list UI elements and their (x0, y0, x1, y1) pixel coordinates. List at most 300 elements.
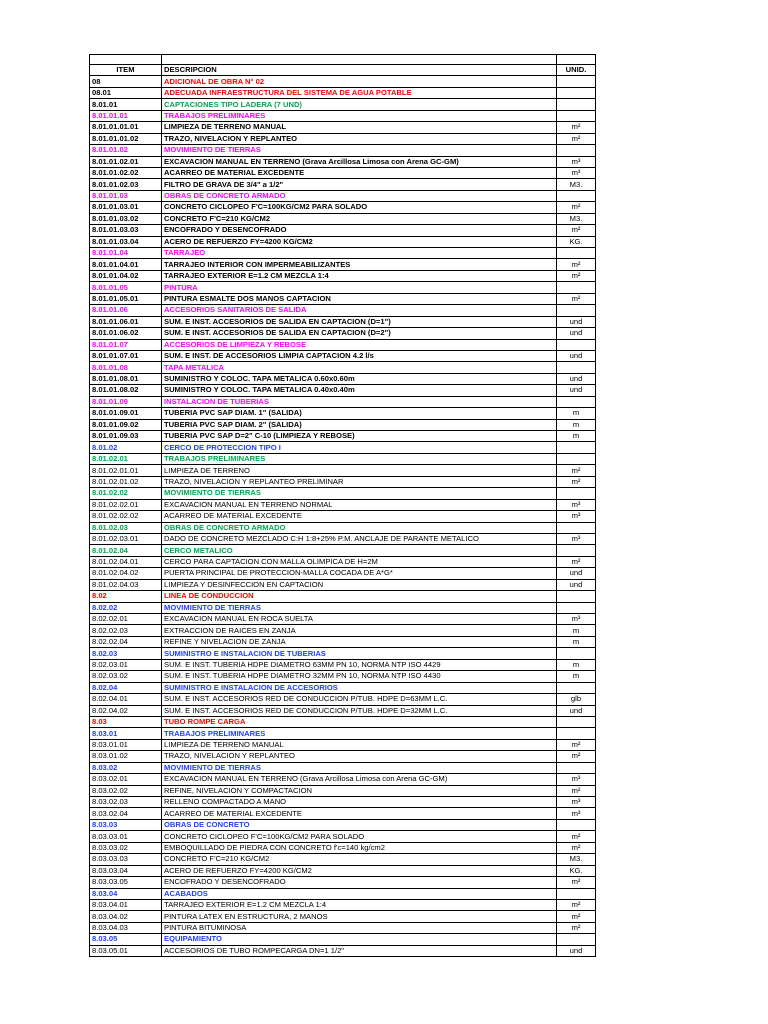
item-code-cell: 8.02.03.02 (90, 671, 162, 682)
item-code-cell: 08 (90, 76, 162, 87)
item-unit-cell (557, 339, 596, 350)
table-row (90, 888, 596, 899)
item-description-cell: SUMINISTRO E INSTALACION DE TUBERIAS (162, 648, 557, 659)
item-unit-cell: M3. (557, 213, 596, 224)
item-description-cell: LIMPIEZA DE TERRENO (162, 465, 557, 476)
item-code-cell: 8.01.02.04.03 (90, 579, 162, 590)
table-row (90, 328, 596, 339)
item-unit-cell: KG. (557, 865, 596, 876)
table-row (90, 694, 596, 705)
item-unit-cell: m² (557, 911, 596, 922)
item-unit-cell: m³ (557, 167, 596, 178)
table-row (90, 842, 596, 853)
table-row (90, 808, 596, 819)
item-description-cell: SUM. E INST. ACCESORIOS RED DE CONDUCCION P/TUB. HDPE D=63MM L.C. (162, 694, 557, 705)
item-code-cell: 8.01.02.01.02 (90, 476, 162, 487)
table-row (90, 911, 596, 922)
item-unit-cell: m² (557, 202, 596, 213)
item-unit-cell (557, 87, 596, 98)
item-description-cell: TUBERIA PVC SAP DIAM. 2" (SALIDA) (162, 419, 557, 430)
item-code-cell: 8.01.01.09.02 (90, 419, 162, 430)
item-unit-cell: M3. (557, 179, 596, 190)
item-code-cell: 8.01.01.01 (90, 110, 162, 121)
table-row (90, 76, 596, 87)
item-unit-cell: M3. (557, 854, 596, 865)
item-description-cell: MOVIMIENTO DE TIERRAS (162, 488, 557, 499)
item-unit-cell: m³ (557, 797, 596, 808)
item-code-cell: 8.03.03.03 (90, 854, 162, 865)
item-unit-cell: m² (557, 122, 596, 133)
item-description-cell: CERCO METALICO (162, 545, 557, 556)
item-unit-cell (557, 591, 596, 602)
item-code-cell: 8.02.03 (90, 648, 162, 659)
table-row (90, 579, 596, 590)
item-code-cell: 8.01.02.02.02 (90, 511, 162, 522)
item-description-cell: OBRAS DE CONCRETO (162, 819, 557, 830)
item-unit-cell: und (557, 373, 596, 384)
table-row (90, 831, 596, 842)
item-code-cell: 8.01.02.04 (90, 545, 162, 556)
item-unit-cell: m³ (557, 774, 596, 785)
table-row (90, 591, 596, 602)
item-description-cell: CERCO DE PROTECCION TIPO I (162, 442, 557, 453)
table-row (90, 350, 596, 361)
item-code-cell: 8.03.03.02 (90, 842, 162, 853)
item-unit-cell: m² (557, 751, 596, 762)
item-code-cell: 8.02.04 (90, 682, 162, 693)
table-body (90, 76, 596, 957)
table-row (90, 453, 596, 464)
item-unit-cell (557, 282, 596, 293)
item-description-cell: PINTURA (162, 282, 557, 293)
header-row (90, 65, 596, 76)
item-code-cell: 8.01.01.06 (90, 305, 162, 316)
item-code-cell: 8.03.01 (90, 728, 162, 739)
item-description-cell: CERCO PARA CAPTACION CON MALLA OLIMPICA DE H=2M (162, 556, 557, 567)
table-row (90, 785, 596, 796)
item-description-cell: LINEA DE CONDUCCION (162, 591, 557, 602)
item-description-cell: CONCRETO CICLOPEO F'C=100KG/CM2 PARA SOLADO (162, 831, 557, 842)
item-unit-cell: m³ (557, 614, 596, 625)
item-unit-cell: und (557, 568, 596, 579)
item-description-cell: OBRAS DE CONCRETO ARMADO (162, 190, 557, 201)
item-code-cell: 8.03.04.02 (90, 911, 162, 922)
item-description-cell: DADO DE CONCRETO MEZCLADO C:H 1:8+25% P.M. ANCLAJE DE PARANTE METALICO (162, 533, 557, 544)
table-row (90, 167, 596, 178)
item-unit-cell (557, 488, 596, 499)
item-code-cell: 8.03.02.01 (90, 774, 162, 785)
table-row (90, 202, 596, 213)
item-code-cell: 8.02.03.01 (90, 659, 162, 670)
item-code-cell: 8.03.04.01 (90, 899, 162, 910)
table-row (90, 316, 596, 327)
item-description-cell: TRABAJOS PRELIMINARES (162, 453, 557, 464)
item-code-cell: 8.01.01.03 (90, 190, 162, 201)
table-row (90, 819, 596, 830)
item-code-cell: 8.03.02.03 (90, 797, 162, 808)
item-unit-cell: und (557, 328, 596, 339)
item-unit-cell: m² (557, 922, 596, 933)
item-description-cell: SUM. E INST. TUBERIA HDPE DIAMETRO 32MM PN 10, NORMA NTP ISO 4430 (162, 671, 557, 682)
item-description-cell: SUM. E INST. TUBERIA HDPE DIAMETRO 63MM PN 10, NORMA NTP ISO 4429 (162, 659, 557, 670)
item-unit-cell: m (557, 636, 596, 647)
item-code-cell: 8.01.01 (90, 99, 162, 110)
table-row (90, 225, 596, 236)
item-code-cell: 8.01.01.08.01 (90, 373, 162, 384)
item-description-cell: SUMINISTRO Y COLOC. TAPA METALICA 0.40x0.40m (162, 385, 557, 396)
item-unit-cell (557, 76, 596, 87)
item-code-cell: 8.01.01.09.03 (90, 431, 162, 442)
table-row (90, 797, 596, 808)
table-row (90, 122, 596, 133)
table-row (90, 156, 596, 167)
item-description-cell: ACERO DE REFUERZO FY=4200 KG/CM2 (162, 865, 557, 876)
item-description-cell: ADICIONAL DE OBRA N° 02 (162, 76, 557, 87)
table-row (90, 751, 596, 762)
item-description-cell: REFINE, NIVELACION Y COMPACTACION (162, 785, 557, 796)
item-unit-cell: m³ (557, 499, 596, 510)
item-unit-cell (557, 888, 596, 899)
item-description-cell: REFINE Y NIVELACION DE ZANJA (162, 636, 557, 647)
item-code-cell: 8.03.03.01 (90, 831, 162, 842)
item-code-cell: 8.03.01.01 (90, 739, 162, 750)
item-code-cell: 8.01.01.09 (90, 396, 162, 407)
table-row (90, 385, 596, 396)
item-code-cell: 8.01.01.09.01 (90, 408, 162, 419)
item-description-cell: MOVIMIENTO DE TIERRAS (162, 762, 557, 773)
item-code-cell: 8.01.01.05.01 (90, 293, 162, 304)
table-row (90, 854, 596, 865)
table-row (90, 270, 596, 281)
item-description-cell: TRABAJOS PRELIMINARES (162, 728, 557, 739)
item-unit-cell (557, 248, 596, 259)
item-unit-cell: m² (557, 476, 596, 487)
item-description-cell: TARRAJEO EXTERIOR E=1.2 CM MEZCLA 1:4 (162, 899, 557, 910)
item-description-cell: ACARREO DE MATERIAL EXCEDENTE (162, 167, 557, 178)
table-row (90, 614, 596, 625)
item-code-cell: 8.01.01.04.02 (90, 270, 162, 281)
table-row (90, 442, 596, 453)
item-description-cell: LIMPIEZA DE TERRENO MANUAL (162, 739, 557, 750)
item-unit-cell: m³ (557, 511, 596, 522)
table-row (90, 396, 596, 407)
item-code-cell: 8.01.01.03.04 (90, 236, 162, 247)
item-description-cell: PINTURA ESMALTE DOS MANOS CAPTACION (162, 293, 557, 304)
table-row (90, 236, 596, 247)
item-code-cell: 8.01.02.01 (90, 453, 162, 464)
item-description-cell: SUM. E INST. ACCESORIOS RED DE CONDUCCION P/TUB. HDPE D=32MM L.C. (162, 705, 557, 716)
item-code-cell: 8.03.02.02 (90, 785, 162, 796)
table-row (90, 762, 596, 773)
table-row (90, 705, 596, 716)
table-row (90, 488, 596, 499)
item-description-cell: EXCAVACION MANUAL EN TERRENO (Grava Arcillosa Limosa con Arena GC-GM) (162, 774, 557, 785)
item-code-cell: 8.03.05.01 (90, 945, 162, 956)
item-unit-cell: m² (557, 785, 596, 796)
item-unit-cell: m (557, 625, 596, 636)
item-description-cell: TRABAJOS PRELIMINARES (162, 110, 557, 121)
item-unit-cell (557, 362, 596, 373)
item-code-cell: 8.03.04 (90, 888, 162, 899)
table-row (90, 179, 596, 190)
item-code-cell: 8.02.02.01 (90, 614, 162, 625)
item-description-cell: TUBO ROMPE CARGA (162, 716, 557, 727)
table-row (90, 945, 596, 956)
item-description-cell: ACCESORIOS SANITARIOS DE SALIDA (162, 305, 557, 316)
table-row (90, 739, 596, 750)
item-description-cell: TUBERIA PVC SAP DIAM. 1" (SALIDA) (162, 408, 557, 419)
table-row (90, 499, 596, 510)
item-description-cell: TARRAJEO EXTERIOR E=1.2 CM MEZCLA 1:4 (162, 270, 557, 281)
table-row (90, 362, 596, 373)
item-unit-cell (557, 522, 596, 533)
item-code-cell: 8.03.04.03 (90, 922, 162, 933)
item-unit-cell: und (557, 579, 596, 590)
item-unit-cell (557, 396, 596, 407)
blank-cell (557, 55, 596, 65)
item-description-cell: ACERO DE REFUERZO FY=4200 KG/CM2 (162, 236, 557, 247)
table-row (90, 602, 596, 613)
item-unit-cell: m² (557, 465, 596, 476)
item-unit-cell: m³ (557, 533, 596, 544)
item-unit-cell (557, 99, 596, 110)
item-unit-cell: m² (557, 225, 596, 236)
item-code-cell: 8.02.04.02 (90, 705, 162, 716)
item-description-cell: ADECUADA INFRAESTRUCTURA DEL SISTEMA DE AGUA POTABLE (162, 87, 557, 98)
table-row (90, 556, 596, 567)
table-row (90, 625, 596, 636)
item-description-cell: TAPA METALICA (162, 362, 557, 373)
item-description-cell: ACCESORIOS DE LIMPIEZA Y REBOSE (162, 339, 557, 350)
item-code-cell: 8.01.02 (90, 442, 162, 453)
table-row (90, 259, 596, 270)
item-unit-cell: m (557, 419, 596, 430)
item-description-cell: ACARREO DE MATERIAL EXCEDENTE (162, 808, 557, 819)
table-row (90, 922, 596, 933)
item-unit-cell: glb (557, 694, 596, 705)
table-row (90, 522, 596, 533)
item-unit-cell: m² (557, 899, 596, 910)
table-row (90, 476, 596, 487)
item-description-cell: TARRAJEO (162, 248, 557, 259)
item-unit-cell (557, 682, 596, 693)
budget-items-table (89, 54, 596, 957)
item-description-cell: ACCESORIOS DE TUBO ROMPECARGA DN=1 1/2" (162, 945, 557, 956)
item-code-cell: 8.01.01.01.02 (90, 133, 162, 144)
blank-cell (90, 55, 162, 65)
item-description-cell: TARRAJEO INTERIOR CON IMPERMEABILIZANTES (162, 259, 557, 270)
table-row (90, 282, 596, 293)
item-code-cell: 8.01.01.02 (90, 145, 162, 156)
item-code-cell: 8.01.01.08 (90, 362, 162, 373)
item-unit-cell (557, 762, 596, 773)
item-description-cell: TRAZO, NIVELACION Y REPLANTEO (162, 133, 557, 144)
item-code-cell: 8.02.04.01 (90, 694, 162, 705)
table-row (90, 728, 596, 739)
table-row (90, 339, 596, 350)
table-row (90, 671, 596, 682)
item-code-cell: 8.01.01.03.03 (90, 225, 162, 236)
item-unit-cell (557, 453, 596, 464)
item-description-cell: PINTURA BITUMINOSA (162, 922, 557, 933)
item-unit-cell: und (557, 350, 596, 361)
item-code-cell: 8.03.05 (90, 934, 162, 945)
table-row (90, 87, 596, 98)
item-code-cell: 8.01.02.04.02 (90, 568, 162, 579)
item-unit-cell: und (557, 316, 596, 327)
table-row (90, 99, 596, 110)
table-row (90, 305, 596, 316)
item-description-cell: LIMPIEZA DE TERRENO MANUAL (162, 122, 557, 133)
item-code-cell: 8.01.02.03 (90, 522, 162, 533)
item-code-cell: 8.01.01.02.01 (90, 156, 162, 167)
item-description-cell: SUMINISTRO E INSTALACION DE ACCESORIOS (162, 682, 557, 693)
item-unit-cell (557, 648, 596, 659)
table-row (90, 899, 596, 910)
item-code-cell: 8.01.02.02.01 (90, 499, 162, 510)
item-description-cell: EXTRACCION DE RAICES EN ZANJA (162, 625, 557, 636)
item-unit-cell: m² (557, 877, 596, 888)
item-description-cell: TUBERIA PVC SAP D=2" C-10 (LIMPIEZA Y REBOSE) (162, 431, 557, 442)
table-row (90, 648, 596, 659)
table-row (90, 511, 596, 522)
item-code-cell: 8.02.02 (90, 602, 162, 613)
table-row (90, 293, 596, 304)
table-row (90, 419, 596, 430)
table-row (90, 877, 596, 888)
item-description-cell: ACABADOS (162, 888, 557, 899)
item-unit-cell (557, 728, 596, 739)
item-code-cell: 8.01.01.08.02 (90, 385, 162, 396)
item-unit-cell (557, 110, 596, 121)
item-unit-cell (557, 145, 596, 156)
item-unit-cell (557, 819, 596, 830)
item-code-cell: 8.03 (90, 716, 162, 727)
item-description-cell: CAPTACIONES TIPO LADERA (7 UND) (162, 99, 557, 110)
item-description-cell: ENCOFRADO Y DESENCOFRADO (162, 225, 557, 236)
item-unit-cell (557, 442, 596, 453)
item-code-cell: 8.01.02.04.01 (90, 556, 162, 567)
item-description-cell: TRAZO, NIVELACION Y REPLANTEO (162, 751, 557, 762)
item-description-cell: EMBOQUILLADO DE PIEDRA CON CONCRETO f'c=140 kg/cm2 (162, 842, 557, 853)
table-row (90, 190, 596, 201)
item-code-cell: 8.01.02.02 (90, 488, 162, 499)
item-unit-cell: und (557, 945, 596, 956)
item-code-cell: 8.01.02.01.01 (90, 465, 162, 476)
item-unit-cell: m² (557, 270, 596, 281)
item-code-cell: 8.01.01.05 (90, 282, 162, 293)
blank-top-row (90, 55, 596, 65)
table-row (90, 408, 596, 419)
item-description-cell: SUMINISTRO Y COLOC. TAPA METALICA 0.60x0.60m (162, 373, 557, 384)
item-unit-cell: m² (557, 133, 596, 144)
item-description-cell: SUM. E INST. DE ACCESORIOS LIMPIA CAPTACION 4.2 l/s (162, 350, 557, 361)
item-code-cell: 8.01.01.07 (90, 339, 162, 350)
item-unit-cell: m² (557, 556, 596, 567)
item-description-cell: MOVIMIENTO DE TIERRAS (162, 145, 557, 156)
item-unit-cell: m² (557, 831, 596, 842)
item-unit-cell: m (557, 431, 596, 442)
table-row (90, 133, 596, 144)
item-unit-cell (557, 602, 596, 613)
table-row (90, 659, 596, 670)
item-description-cell: ENCOFRADO Y DESENCOFRADO (162, 877, 557, 888)
item-code-cell: 8.02.02.03 (90, 625, 162, 636)
item-unit-cell: und (557, 385, 596, 396)
item-code-cell: 8.03.02.04 (90, 808, 162, 819)
item-code-cell: 8.03.03.04 (90, 865, 162, 876)
item-code-cell: 8.02 (90, 591, 162, 602)
table-row (90, 636, 596, 647)
item-description-cell: ACARREO DE MATERIAL EXCEDENTE (162, 511, 557, 522)
header-unit: UNID. (557, 65, 596, 76)
item-description-cell: EXCAVACION MANUAL EN TERRENO NORMAL (162, 499, 557, 510)
item-description-cell: INSTALACION DE TUBERIAS (162, 396, 557, 407)
blank-cell (162, 55, 557, 65)
item-description-cell: SUM. E INST. ACCESORIOS DE SALIDA EN CAPTACION (D=1") (162, 316, 557, 327)
item-unit-cell (557, 305, 596, 316)
table-row (90, 545, 596, 556)
item-code-cell: 8.01.01.03.02 (90, 213, 162, 224)
item-code-cell: 08.01 (90, 87, 162, 98)
item-description-cell: EXCAVACION MANUAL EN ROCA SUELTA (162, 614, 557, 625)
table-row (90, 248, 596, 259)
item-unit-cell (557, 190, 596, 201)
item-unit-cell: m² (557, 739, 596, 750)
item-unit-cell: und (557, 705, 596, 716)
table-row (90, 774, 596, 785)
item-code-cell: 8.01.01.02.03 (90, 179, 162, 190)
item-description-cell: PUERTA PRINCIPAL DE PROTECCION-MALLA COCADA DE A*G* (162, 568, 557, 579)
item-unit-cell: m² (557, 293, 596, 304)
table-row (90, 865, 596, 876)
item-unit-cell (557, 716, 596, 727)
item-unit-cell: m² (557, 842, 596, 853)
item-description-cell: LIMPIEZA Y DESINFECCION EN CAPTACION (162, 579, 557, 590)
item-description-cell: EXCAVACION MANUAL EN TERRENO (Grava Arcillosa Limosa con Arena GC-GM) (162, 156, 557, 167)
table-row (90, 934, 596, 945)
table-row (90, 682, 596, 693)
item-unit-cell: m (557, 671, 596, 682)
item-description-cell: SUM. E INST. ACCESORIOS DE SALIDA EN CAPTACION (D=2") (162, 328, 557, 339)
table-row (90, 110, 596, 121)
item-description-cell: CONCRETO F'C=210 KG/CM2 (162, 854, 557, 865)
item-code-cell: 8.01.01.06.01 (90, 316, 162, 327)
item-unit-cell: m³ (557, 156, 596, 167)
item-code-cell: 8.01.02.03.01 (90, 533, 162, 544)
item-description-cell: TRAZO, NIVELACION Y REPLANTEO PRELIMINAR (162, 476, 557, 487)
table-row (90, 533, 596, 544)
item-description-cell: CONCRETO CICLOPEO F'C=100KG/CM2 PARA SOLADO (162, 202, 557, 213)
item-code-cell: 8.01.01.07.01 (90, 350, 162, 361)
table-row (90, 431, 596, 442)
item-unit-cell (557, 934, 596, 945)
item-code-cell: 8.01.01.02.02 (90, 167, 162, 178)
item-code-cell: 8.01.01.04 (90, 248, 162, 259)
item-description-cell: OBRAS DE CONCRETO ARMADO (162, 522, 557, 533)
item-code-cell: 8.03.03.05 (90, 877, 162, 888)
item-description-cell: RELLENO COMPACTADO A MANO (162, 797, 557, 808)
item-unit-cell: KG. (557, 236, 596, 247)
item-code-cell: 8.01.01.04.01 (90, 259, 162, 270)
item-code-cell: 8.03.03 (90, 819, 162, 830)
header-item: ITEM (90, 65, 162, 76)
item-description-cell: PINTURA LATEX EN ESTRUCTURA, 2 MANOS (162, 911, 557, 922)
header-description: DESCRIPCION (162, 65, 557, 76)
item-unit-cell: m³ (557, 808, 596, 819)
item-description-cell: FILTRO DE GRAVA DE 3/4" a 1/2" (162, 179, 557, 190)
item-code-cell: 8.01.01.03.01 (90, 202, 162, 213)
